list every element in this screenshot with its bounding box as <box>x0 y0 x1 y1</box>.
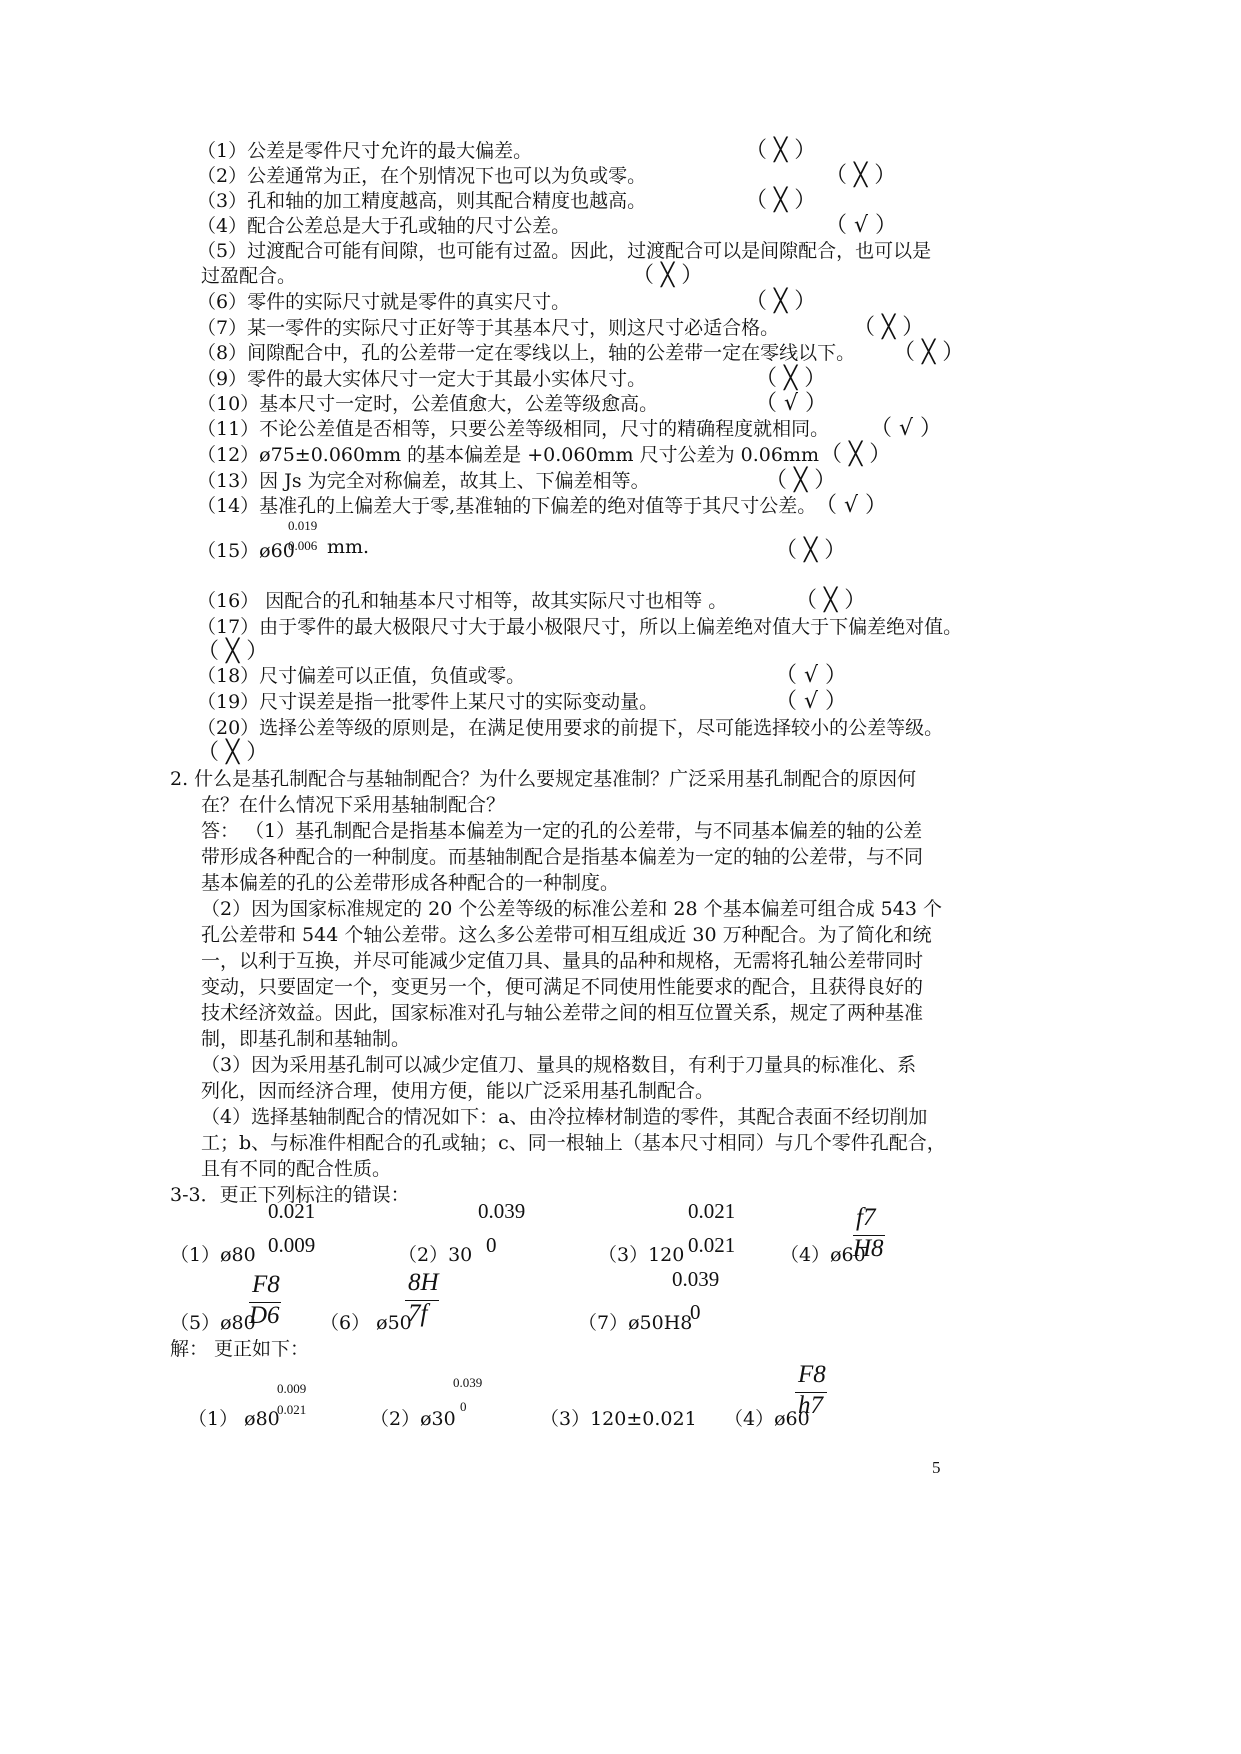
q2-answer-line-9: 制，即基孔制和基轴制。 <box>201 1028 411 1050</box>
question-3-mark: （ ╳ ） <box>745 188 817 213</box>
q3-item-3-lower: 0.021 <box>688 1233 736 1257</box>
question-15-mark: （ ╳ ） <box>775 538 847 563</box>
q3-item-4-denominator: H8 <box>853 1235 884 1262</box>
question-3-text: （3）孔和轴的加工精度越高，则其配合精度也越高。 <box>197 190 647 212</box>
question-16-mark: （ ╳ ） <box>795 588 867 613</box>
question-9-mark: （ ╳ ） <box>755 366 827 391</box>
question-7-text: （7）某一零件的实际尺寸正好等于其基本尺寸，则这尺寸必适合格。 <box>197 317 780 339</box>
question-15-unit: mm. <box>327 536 370 558</box>
question-8-mark: （ ╳ ） <box>893 340 965 365</box>
q2-line-1: 2. 什么是基孔制配合与基轴制配合？为什么要规定基准制？广泛采用基孔制配合的原因何 <box>170 768 917 790</box>
q2-answer-line-4: （2）因为国家标准规定的 20 个公差等级的标准公差和 28 个基本偏差可组合成 543 个 <box>201 898 942 920</box>
question-2-mark: （ ╳ ） <box>825 163 897 188</box>
q3-item-4-label: （4）ø60 <box>780 1244 866 1266</box>
question-20-text: （20）选择公差等级的原则是，在满足使用要求的前提下，尽可能选择较小的公差等级。 <box>197 717 944 739</box>
question-5-mark: （ ╳ ） <box>632 263 704 288</box>
question-10-text: （10）基本尺寸一定时，公差值愈大，公差等级愈高。 <box>197 393 659 415</box>
q3-item-1-label: （1）ø80 <box>170 1244 256 1266</box>
question-15-upper-deviation: 0.019 <box>288 518 318 533</box>
question-10-mark: （ √ ） <box>755 391 828 416</box>
q2-answer-line-8: 技术经济效益。因此，国家标准对孔与轴公差带之间的相互位置关系，规定了两种基准 <box>201 1002 924 1024</box>
q3-item-3-label: （3）120 <box>598 1244 685 1266</box>
question-13-mark: （ ╳ ） <box>765 468 837 493</box>
question-19-text: （19）尺寸误差是指一批零件上某尺寸的实际变动量。 <box>197 691 659 713</box>
q3-solution-1-label: （1） ø80 <box>188 1408 280 1430</box>
q3-item-3-upper: 0.021 <box>688 1199 736 1223</box>
question-12-mark: （ ╳ ） <box>820 442 892 467</box>
q3-item-4-numerator: f7 <box>856 1204 876 1231</box>
q3-item-6-denominator: 7f <box>408 1300 428 1327</box>
question-7-mark: （ ╳ ） <box>853 315 925 340</box>
question-18-mark: （ √ ） <box>775 663 848 688</box>
question-14-mark: （ √ ） <box>815 493 888 518</box>
q2-answer-line-11: 列化，因而经济合理，使用方便，能以广泛采用基孔制配合。 <box>201 1080 715 1102</box>
q3-item-6-numerator: 8H <box>408 1269 439 1296</box>
q2-answer-line-7: 变动，只要固定一个，变更另一个，便可满足不同使用性能要求的配合，且获得良好的 <box>201 976 924 998</box>
q3-solution-4-label: （4）ø60 <box>724 1408 810 1430</box>
page-number: 5 <box>932 1458 941 1477</box>
q3-item-5-denominator: D6 <box>249 1302 280 1329</box>
q3-item-5-label: （5）ø80 <box>170 1312 256 1334</box>
q3-item-5-numerator: F8 <box>252 1271 280 1298</box>
question-17-text: （17）由于零件的最大极限尺寸大于最小极限尺寸，所以上偏差绝对值大于下偏差绝对值。 <box>197 616 963 638</box>
question-14-text: （14）基准孔的上偏差大于零,基准轴的下偏差的绝对值等于其尺寸公差。 <box>197 495 817 517</box>
question-20-mark: （ ╳ ） <box>197 740 269 765</box>
q2-answer-line-3: 基本偏差的孔的公差带形成各种配合的一种制度。 <box>201 872 620 894</box>
question-5-text-cont: 过盈配合。 <box>201 265 297 287</box>
q3-solution-4-numerator: F8 <box>798 1361 826 1388</box>
q3-item-2-label: （2）30 <box>398 1244 473 1266</box>
q3-title: 3-3．更正下列标注的错误： <box>170 1184 410 1206</box>
q2-answer-line-10: （3）因为采用基孔制可以减少定值刀、量具的规格数目，有利于刀量具的标准化、系 <box>201 1054 917 1076</box>
question-4-mark: （ √ ） <box>825 213 898 238</box>
q3-item-7-label: （7）ø50H8 <box>578 1312 693 1334</box>
q2-answer-line-1: 答： （1）基孔制配合是指基本偏差为一定的孔的公差带，与不同基本偏差的轴的公差 <box>201 820 923 842</box>
q3-item-1-upper: 0.021 <box>268 1199 316 1223</box>
q3-solution-1-lower: 0.021 <box>277 1402 307 1417</box>
q3-solution-3-label: （3）120±0.021 <box>540 1408 697 1430</box>
q2-answer-line-12: （4）选择基轴制配合的情况如下：a、由冷拉棒材制造的零件，其配合表面不经切削加 <box>201 1106 928 1128</box>
question-1-text: （1）公差是零件尺寸允许的最大偏差。 <box>197 140 533 162</box>
question-15-text: （15）ø60 <box>197 540 295 562</box>
question-13-text: （13）因 Js 为完全对称偏差，故其上、下偏差相等。 <box>197 470 650 492</box>
question-5-text: （5）过渡配合可能有间隙，也可能有过盈。因此，过渡配合可以是间隙配合，也可以是 <box>197 240 932 262</box>
question-15-lower-deviation: 0.006 <box>288 538 318 553</box>
q3-solution-1-upper: 0.009 <box>277 1381 307 1396</box>
q3-item-1-lower: 0.009 <box>268 1233 316 1257</box>
question-11-mark: （ √ ） <box>870 416 943 441</box>
q3-solution-title: 解： 更正如下： <box>170 1338 310 1360</box>
q2-answer-line-6: 一，以利于互换，并尽可能减少定值刀具、量具的品种和规格，无需将孔轴公差带同时 <box>201 950 924 972</box>
question-18-text: （18）尺寸偏差可以正值，负值或零。 <box>197 665 526 687</box>
q2-answer-line-14: 且有不同的配合性质。 <box>201 1158 392 1180</box>
question-6-mark: （ ╳ ） <box>745 289 817 314</box>
question-8-text: （8）间隙配合中，孔的公差带一定在零线以上，轴的公差带一定在零线以下。 <box>197 342 856 364</box>
q3-solution-2-label: （2）ø30 <box>370 1408 456 1430</box>
q3-item-2-lower: 0 <box>486 1233 497 1257</box>
q2-answer-line-5: 孔公差带和 544 个轴公差带。这么多公差带可相互组成近 30 万种配合。为了简化和统 <box>201 924 932 946</box>
question-17-mark: （ ╳ ） <box>197 639 269 664</box>
q3-item-2-upper: 0.039 <box>478 1199 526 1223</box>
q3-solution-4-denominator: h7 <box>798 1392 823 1419</box>
q3-item-6-label: （6） ø50 <box>320 1312 412 1334</box>
question-19-mark: （ √ ） <box>775 689 848 714</box>
question-9-text: （9）零件的最大实体尺寸一定大于其最小实体尺寸。 <box>197 368 647 390</box>
question-1-mark: （ ╳ ） <box>745 138 817 163</box>
q2-line-2: 在？在什么情况下采用基轴制配合？ <box>201 794 506 816</box>
question-16-text: （16） 因配合的孔和轴基本尺寸相等，故其实际尺寸也相等 。 <box>197 590 728 612</box>
question-4-text: （4）配合公差总是大于孔或轴的尺寸公差。 <box>197 215 571 237</box>
q2-answer-line-13: 工；b、与标准件相配合的孔或轴；c、同一根轴上（基本尺寸相同）与几个零件孔配合， <box>201 1132 946 1154</box>
q3-item-7-upper: 0.039 <box>672 1267 720 1291</box>
question-11-text: （11）不论公差值是否相等，只要公差等级相同，尺寸的精确程度就相同。 <box>197 418 830 440</box>
question-2-text: （2）公差通常为正，在个别情况下也可以为负或零。 <box>197 165 647 187</box>
q3-item-7-lower: 0 <box>690 1300 701 1324</box>
q3-solution-2-upper: 0.039 <box>453 1375 483 1390</box>
question-6-text: （6）零件的实际尺寸就是零件的真实尺寸。 <box>197 291 571 313</box>
q3-solution-2-lower: 0 <box>460 1399 467 1414</box>
q2-answer-line-2: 带形成各种配合的一种制度。而基轴制配合是指基本偏差为一定的轴的公差带，与不同 <box>201 846 924 868</box>
question-12-text: （12）ø75±0.060mm 的基本偏差是 +0.060mm 尺寸公差为 0.06mm <box>197 444 819 466</box>
